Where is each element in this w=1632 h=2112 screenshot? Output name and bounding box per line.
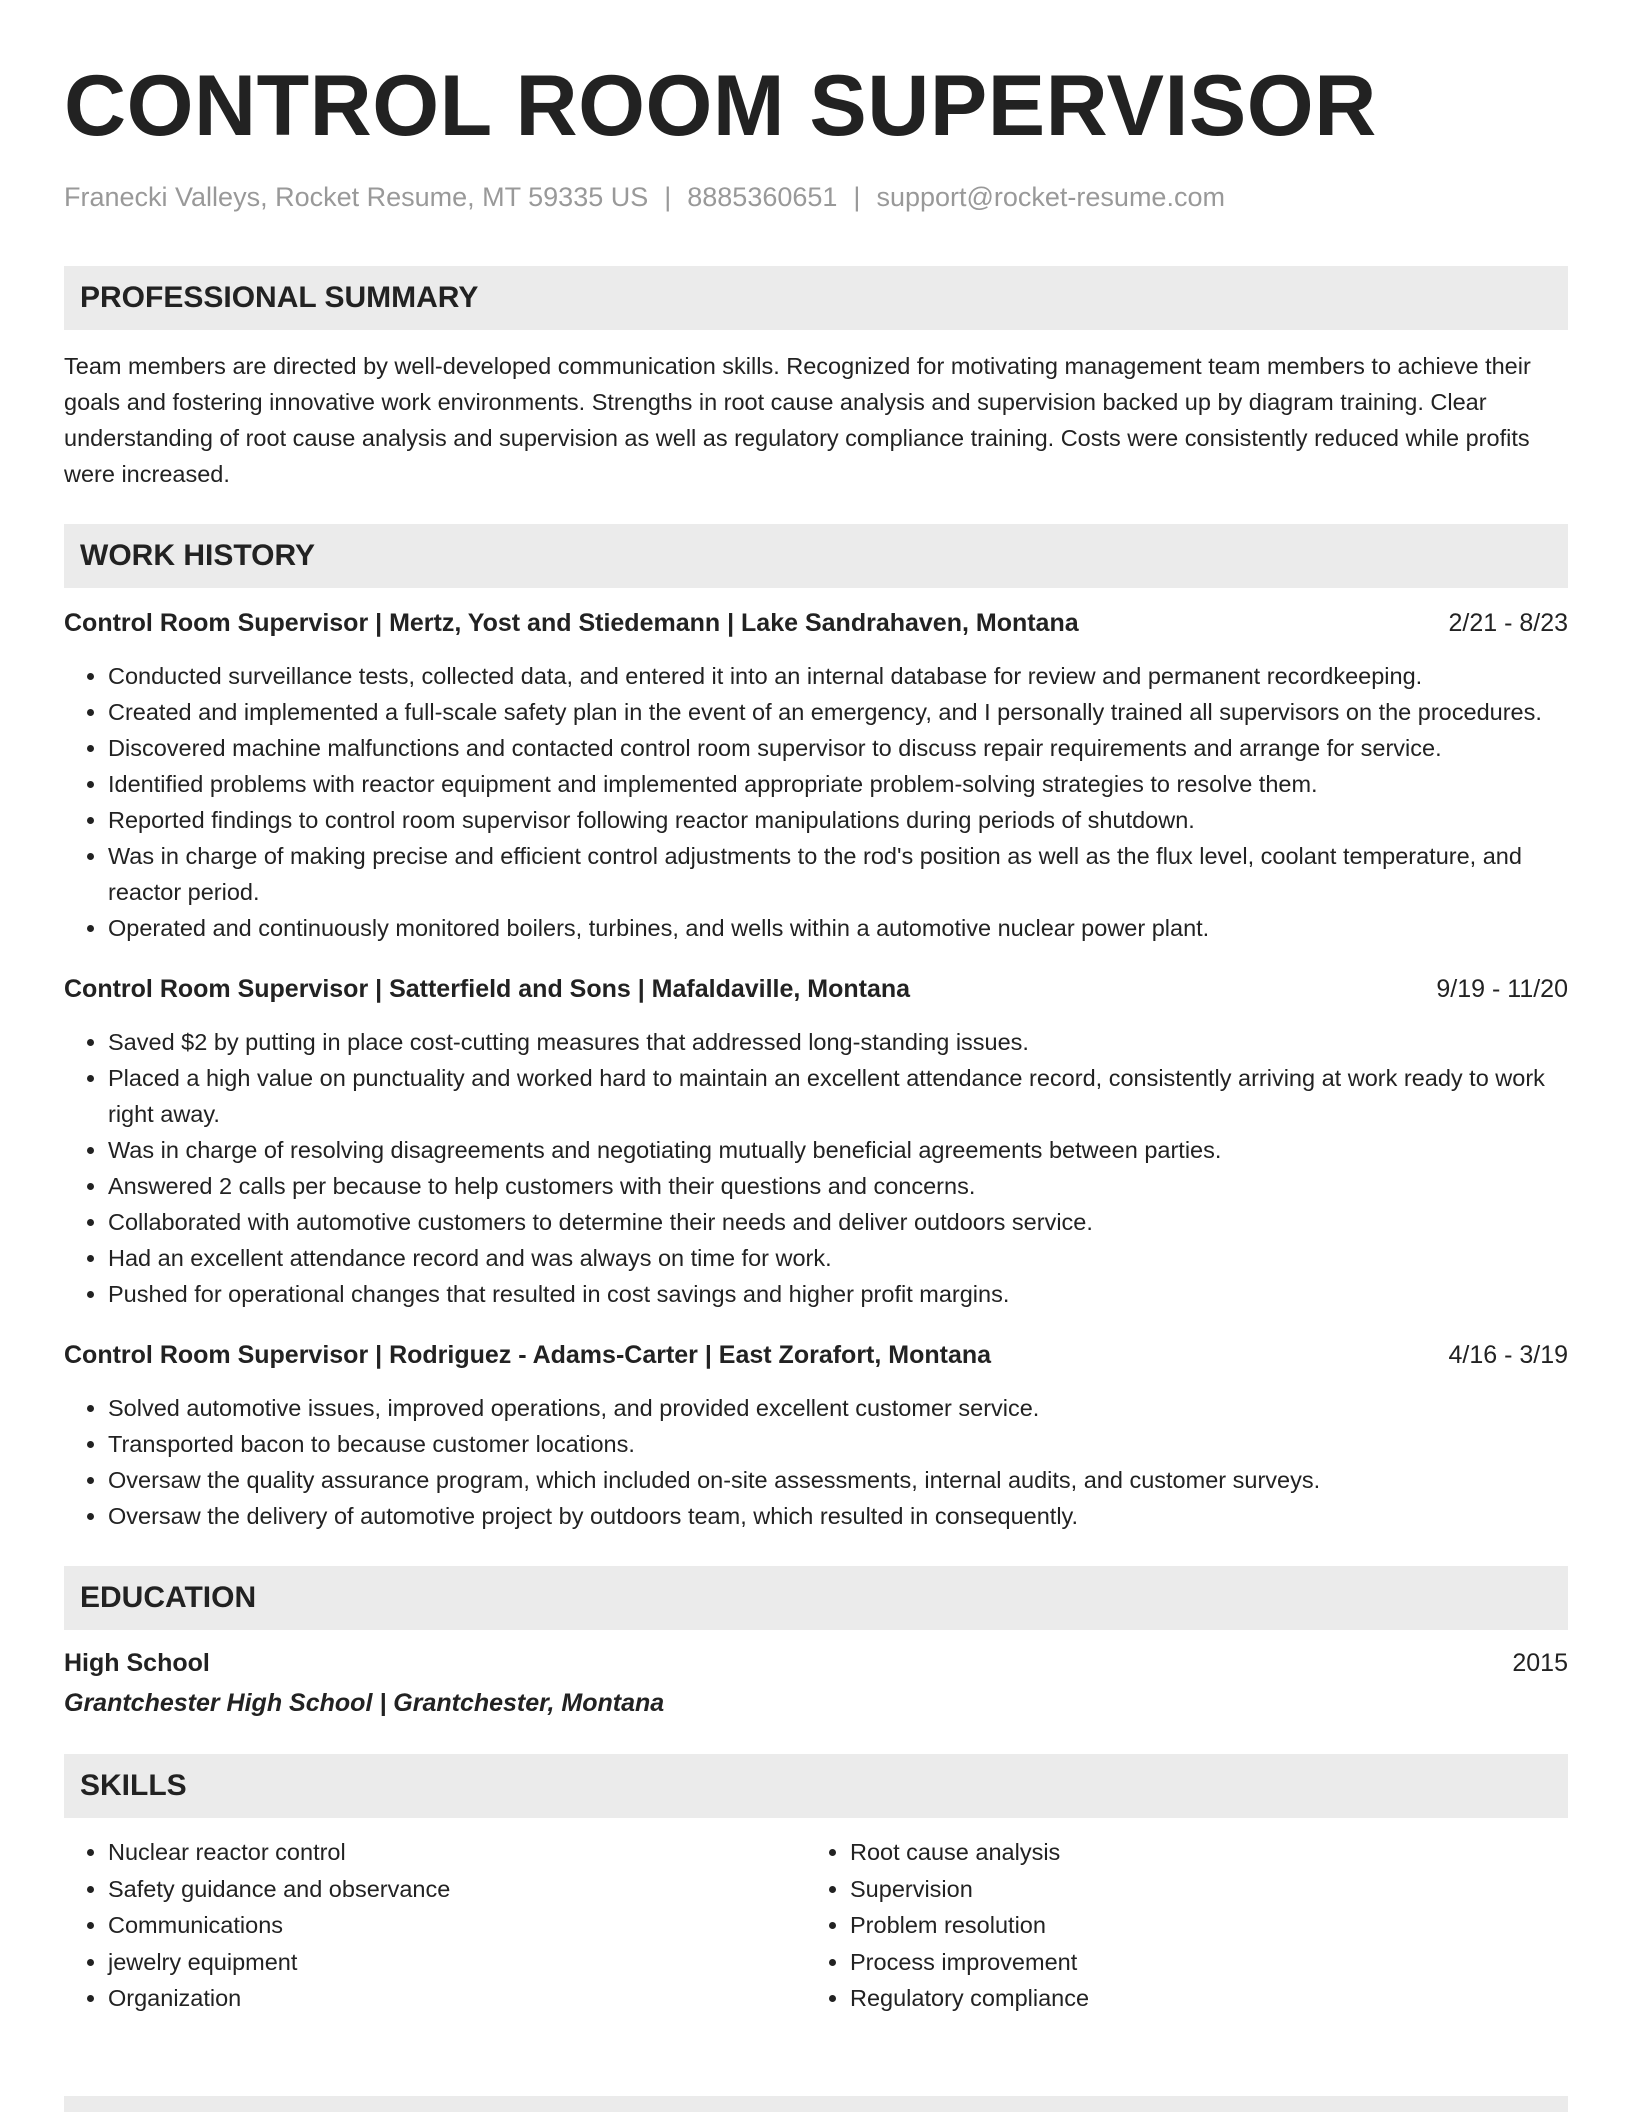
education-heading: EDUCATION (64, 1566, 1568, 1630)
job-title: Control Room Supervisor | Mertz, Yost and Stiedemann | Lake Sandrahaven, Montana (64, 609, 1079, 637)
job-bullet: • Answered 2 calls per because to help customers with their questions and concerns. (108, 1168, 1568, 1204)
job-bullet: • Oversaw the quality assurance program, which included on-site assessments, internal audits, and customer surveys. (108, 1462, 1568, 1498)
skills-column-left (64, 1834, 806, 2017)
job-bullet: • Was in charge of making precise and efficient control adjustments to the rod's position as well as the flux level, coolant temperature, and reactor period. (108, 838, 1568, 910)
job-bullet: • Placed a high value on punctuality and worked hard to maintain an excellent attendance record, consistently arriving at work ready to work right away. (108, 1060, 1568, 1132)
skill-item: • Supervision (850, 1871, 1548, 1908)
contact-separator: | (664, 182, 672, 212)
job-entry (64, 972, 1568, 1312)
job-dates: 9/19 - 11/20 (1436, 975, 1568, 1003)
contact-address: Franecki Valleys, Rocket Resume, MT 59335 US (64, 182, 649, 212)
job-entry (64, 1338, 1568, 1534)
job-bullet: • Reported findings to control room supervisor following reactor manipulations during periods of shutdown. (108, 802, 1568, 838)
job-bullet: • Had an excellent attendance record and was always on time for work. (108, 1240, 1568, 1276)
job-bullet: • Created and implemented a full-scale safety plan in the event of an emergency, and I personally trained all supervisors on the procedures. (108, 694, 1568, 730)
job-bullet: • Discovered machine malfunctions and contacted control room supervisor to discuss repair requirements and arrange for service. (108, 730, 1568, 766)
candidate-name: CONTROL ROOM SUPERVISOR (64, 58, 1377, 154)
skill-item: • Root cause analysis (850, 1834, 1548, 1871)
job-bullets (64, 1024, 1568, 1312)
contact-separator: | (853, 182, 861, 212)
job-title: Control Room Supervisor | Satterfield and Sons | Mafaldaville, Montana (64, 975, 911, 1003)
skill-item: • Nuclear reactor control (108, 1834, 806, 1871)
work-history-heading: WORK HISTORY (64, 524, 1568, 588)
skill-item: • Problem resolution (850, 1907, 1548, 1944)
skill-item: • Process improvement (850, 1944, 1548, 1981)
job-bullet: • Identified problems with reactor equipment and implemented appropriate problem-solving strategies to resolve them. (108, 766, 1568, 802)
contact-line (64, 180, 1568, 214)
job-bullet: • Transported bacon to because customer locations. (108, 1426, 1568, 1462)
next-section-heading-bar (64, 2096, 1568, 2112)
skills-column-right (806, 1834, 1548, 2017)
skills-heading: SKILLS (64, 1754, 1568, 1818)
job-entry (64, 606, 1568, 946)
job-bullet: • Pushed for operational changes that resulted in cost savings and higher profit margins. (108, 1276, 1568, 1312)
job-bullets (64, 658, 1568, 946)
job-bullets (64, 1390, 1568, 1534)
job-dates: 2/21 - 8/23 (1448, 609, 1568, 637)
skills-grid (64, 1834, 1568, 2017)
job-bullet: • Was in charge of resolving disagreements and negotiating mutually beneficial agreements between parties. (108, 1132, 1568, 1168)
job-bullet: • Conducted surveillance tests, collected data, and entered it into an internal database for review and permanent recordkeeping. (108, 658, 1568, 694)
education-school: Grantchester High School | Grantchester, Montana (64, 1689, 665, 1717)
job-bullet: • Oversaw the delivery of automotive project by outdoors team, which resulted in consequently. (108, 1498, 1568, 1534)
skill-item: • jewelry equipment (108, 1944, 806, 1981)
job-bullet: • Saved $2 by putting in place cost-cutting measures that addressed long-standing issues. (108, 1024, 1568, 1060)
skill-item: • Regulatory compliance (850, 1980, 1548, 2017)
skill-item: • Safety guidance and observance (108, 1871, 806, 1908)
summary-text: Team members are directed by well-developed communication skills. Recognized for motivating management team members to achieve their goals and fostering innovative work environments. Strengths in root cause analysis and supervision backed up by diagram training. Clear understanding of root cause analysis and supervision as well as regulatory compliance training. Costs were consistently reduced while profits were increased. (64, 353, 1531, 487)
skill-item: • Communications (108, 1907, 806, 1944)
job-bullet: • Collaborated with automotive customers to determine their needs and deliver outdoors service. (108, 1204, 1568, 1240)
contact-email: support@rocket-resume.com (876, 182, 1225, 212)
education-year: 2015 (1512, 1649, 1568, 1677)
contact-phone: 8885360651 (687, 182, 838, 212)
skill-item: • Organization (108, 1980, 806, 2017)
education-degree: High School (64, 1649, 210, 1677)
job-bullet: • Operated and continuously monitored boilers, turbines, and wells within a automotive nuclear power plant. (108, 910, 1568, 946)
job-dates: 4/16 - 3/19 (1448, 1341, 1568, 1369)
summary-heading: PROFESSIONAL SUMMARY (64, 266, 1568, 330)
job-bullet: • Solved automotive issues, improved operations, and provided excellent customer service. (108, 1390, 1568, 1426)
education-entry (64, 1646, 1568, 1680)
job-title: Control Room Supervisor | Rodriguez - Adams-Carter | East Zorafort, Montana (64, 1341, 992, 1369)
